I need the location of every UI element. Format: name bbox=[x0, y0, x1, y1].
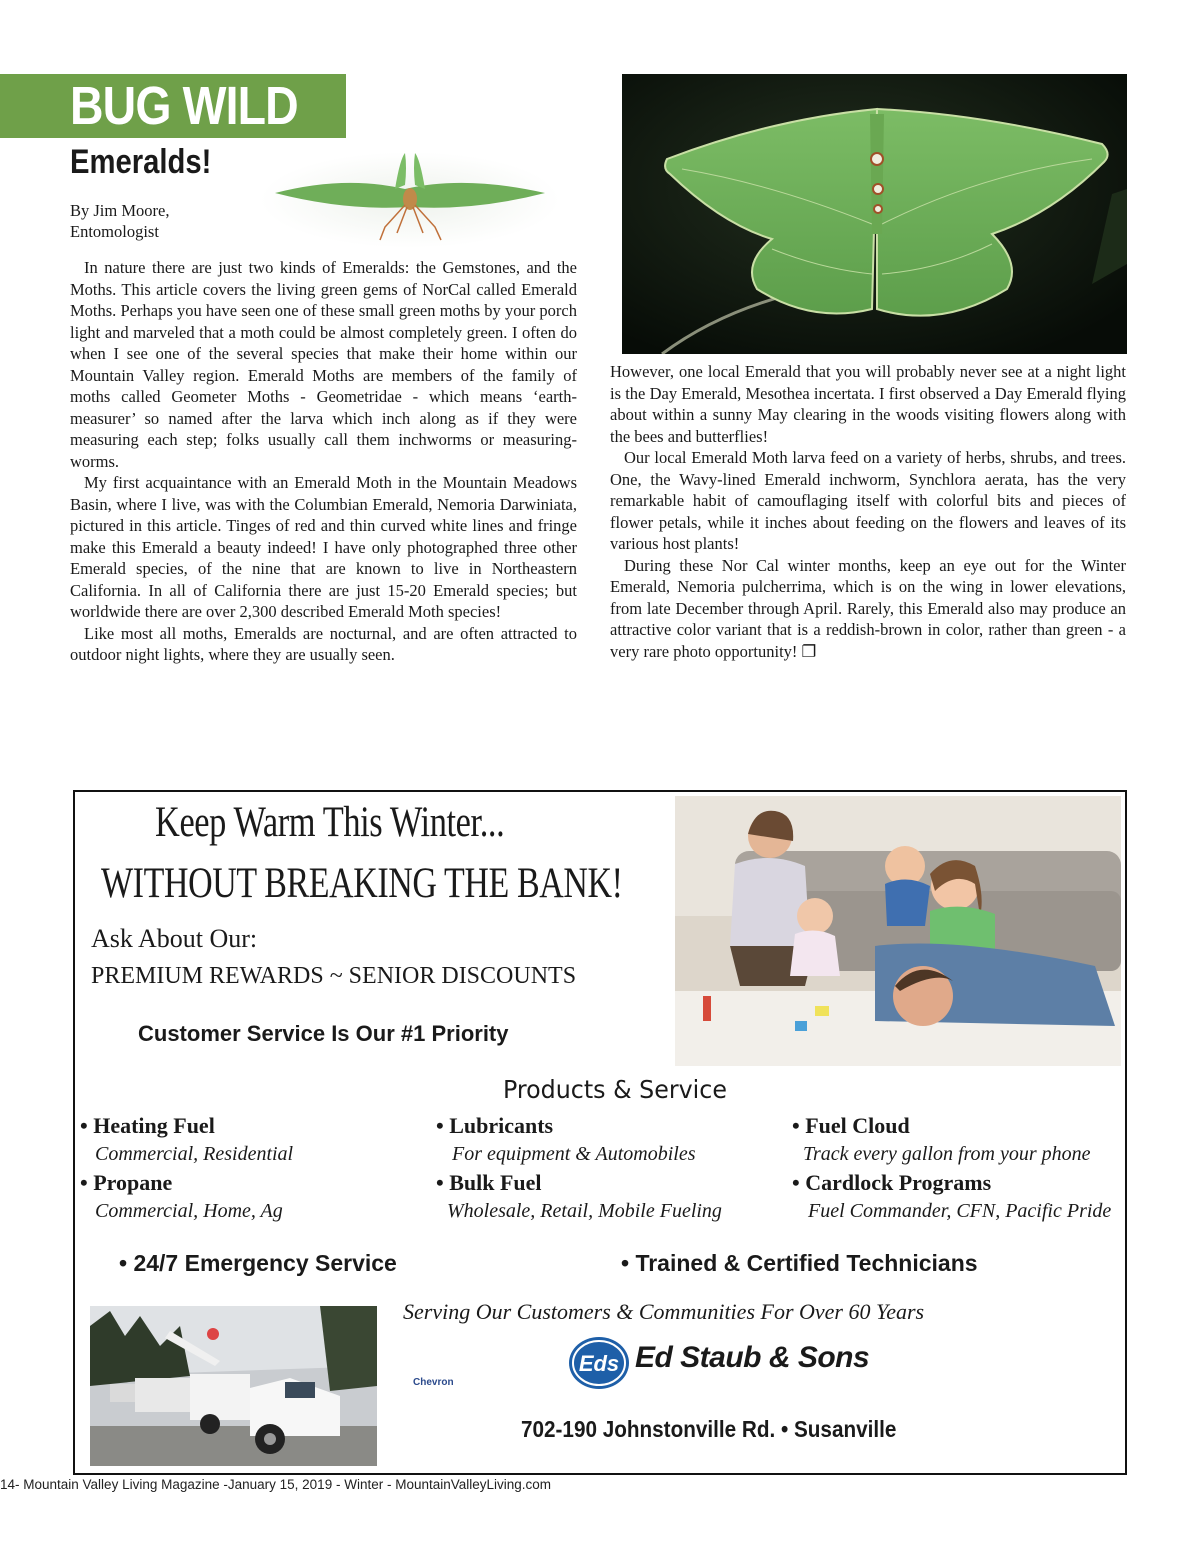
product-heating-fuel-desc: Commercial, Residential bbox=[95, 1143, 294, 1165]
products-title: Products & Service bbox=[503, 1075, 727, 1104]
advertisement-box bbox=[73, 790, 1127, 1475]
family-photo bbox=[675, 796, 1121, 1066]
product-fuel-cloud-desc: Track every gallon from your phone bbox=[803, 1143, 1091, 1165]
product-propane-desc: Commercial, Home, Ag bbox=[95, 1200, 283, 1222]
emerald-moth-photo bbox=[622, 74, 1127, 354]
article-paragraph: During these Nor Cal winter months, keep an eye out for the Winter Emerald, Nemoria pulcherrima, which is on the wing in lower elevations, from late December through April. Rarely, this Emerald also may produce an attractive color variant that is a reddish-brown in color, rather than green - a very rare photo opportunity! ❐ bbox=[610, 555, 1126, 661]
article-paragraph: In nature there are just two kinds of Emeralds: the Gemstones, and the Moths. This article covers the living green gems of NorCal called Emerald Moths. Perhaps you have seen one of these small green moths by your porch light and marveled that a moth could be almost completely green. I often do when I see one of the several species that make their home within our Mountain Valley region. Emerald Moths are members of the family of moths called Geometer Moths - Geometridae - which means ‘earth-measurer’ so named after the larva which inch along as if they were measuring each step; folks usually call them inchworms or measuring-worms. bbox=[70, 258, 577, 471]
company-name: Ed Staub & Sons bbox=[635, 1341, 870, 1374]
product-cardlock: • Cardlock Programs bbox=[792, 1170, 992, 1195]
product-propane: • Propane bbox=[80, 1170, 173, 1195]
product-lubricants-desc: For equipment & Automobiles bbox=[452, 1143, 696, 1165]
chevron-label: Chevron bbox=[413, 1377, 454, 1388]
eds-logo-text: Eds bbox=[578, 1351, 620, 1376]
ad-ask-text: Ask About Our: bbox=[91, 924, 258, 953]
author-title: Entomologist bbox=[70, 222, 159, 241]
ad-rewards-text: PREMIUM REWARDS ~ SENIOR DISCOUNTS bbox=[91, 963, 577, 989]
company-address: 702-190 Johnstonville Rd. • Susanville bbox=[521, 1416, 897, 1442]
page-footer: 14- Mountain Valley Living Magazine -January 15, 2019 - Winter - MountainValleyLiving.com bbox=[0, 1477, 552, 1492]
service-truck-photo bbox=[90, 1306, 377, 1466]
article-paragraph: However, one local Emerald that you will probably never see at a night light is the Day Emerald, Mesothea incertata. I first observed a Day Emerald flying about within a sunny May clearing in the woods visiting flowers along with the bees and butterflies! bbox=[610, 362, 1126, 446]
product-cardlock-desc: Fuel Commander, CFN, Pacific Pride bbox=[808, 1200, 1112, 1222]
technicians-text: • Trained & Certified Technicians bbox=[621, 1250, 978, 1276]
ad-headline: Keep Warm This Winter... bbox=[155, 799, 505, 846]
small-moth-photo bbox=[255, 145, 565, 250]
article-column-left bbox=[70, 257, 577, 666]
section-tag-label: BUG WILD bbox=[70, 76, 298, 136]
article-column-right bbox=[610, 361, 1126, 662]
product-bulk-fuel: • Bulk Fuel bbox=[436, 1170, 542, 1195]
article-paragraph: Like most all moths, Emeralds are nocturnal, and are often attracted to outdoor night lights, where they are usually seen. bbox=[70, 623, 577, 664]
product-bulk-fuel-desc: Wholesale, Retail, Mobile Fueling bbox=[447, 1200, 722, 1222]
ad-subheadline: WITHOUT BREAKING THE BANK! bbox=[101, 860, 623, 907]
article-paragraph: My first acquaintance with an Emerald Moth in the Mountain Meadows Basin, where I live, was with the Columbian Emerald, Nemoria Darwiniata, pictured in this article. Tinges of red and thin curved white lines and fringe make this Emerald a beauty indeed! I have only photographed three other Emerald species, of the nine that are known to live in Northeastern California. In all of California there are just 15-20 Emerald species; but worldwide there are over 2,300 described Emerald Moth species! bbox=[70, 473, 577, 621]
article-headline: Emeralds! bbox=[70, 143, 212, 181]
byline bbox=[70, 200, 169, 242]
section-tag bbox=[0, 74, 346, 138]
product-heating-fuel: • Heating Fuel bbox=[80, 1113, 215, 1138]
author-name: By Jim Moore, bbox=[70, 201, 170, 220]
article-paragraph: Our local Emerald Moth larva feed on a variety of herbs, shrubs, and trees. One, the Wavy-lined Emerald inchworm, Synchlora aerata, has the very remarkable habit of camouflaging itself with colorful bits and pieces of flower petals, while it inches about feeding on the flowers and leaves of its various host plants! bbox=[610, 448, 1126, 553]
serving-tagline: Serving Our Customers & Communities For Over 60 Years bbox=[403, 1299, 925, 1324]
ad-priority-text: Customer Service Is Our #1 Priority bbox=[138, 1021, 509, 1046]
product-fuel-cloud: • Fuel Cloud bbox=[792, 1113, 910, 1138]
eds-logo bbox=[568, 1335, 630, 1391]
emergency-service-text: • 24/7 Emergency Service bbox=[119, 1250, 397, 1276]
product-lubricants: • Lubricants bbox=[436, 1113, 554, 1138]
